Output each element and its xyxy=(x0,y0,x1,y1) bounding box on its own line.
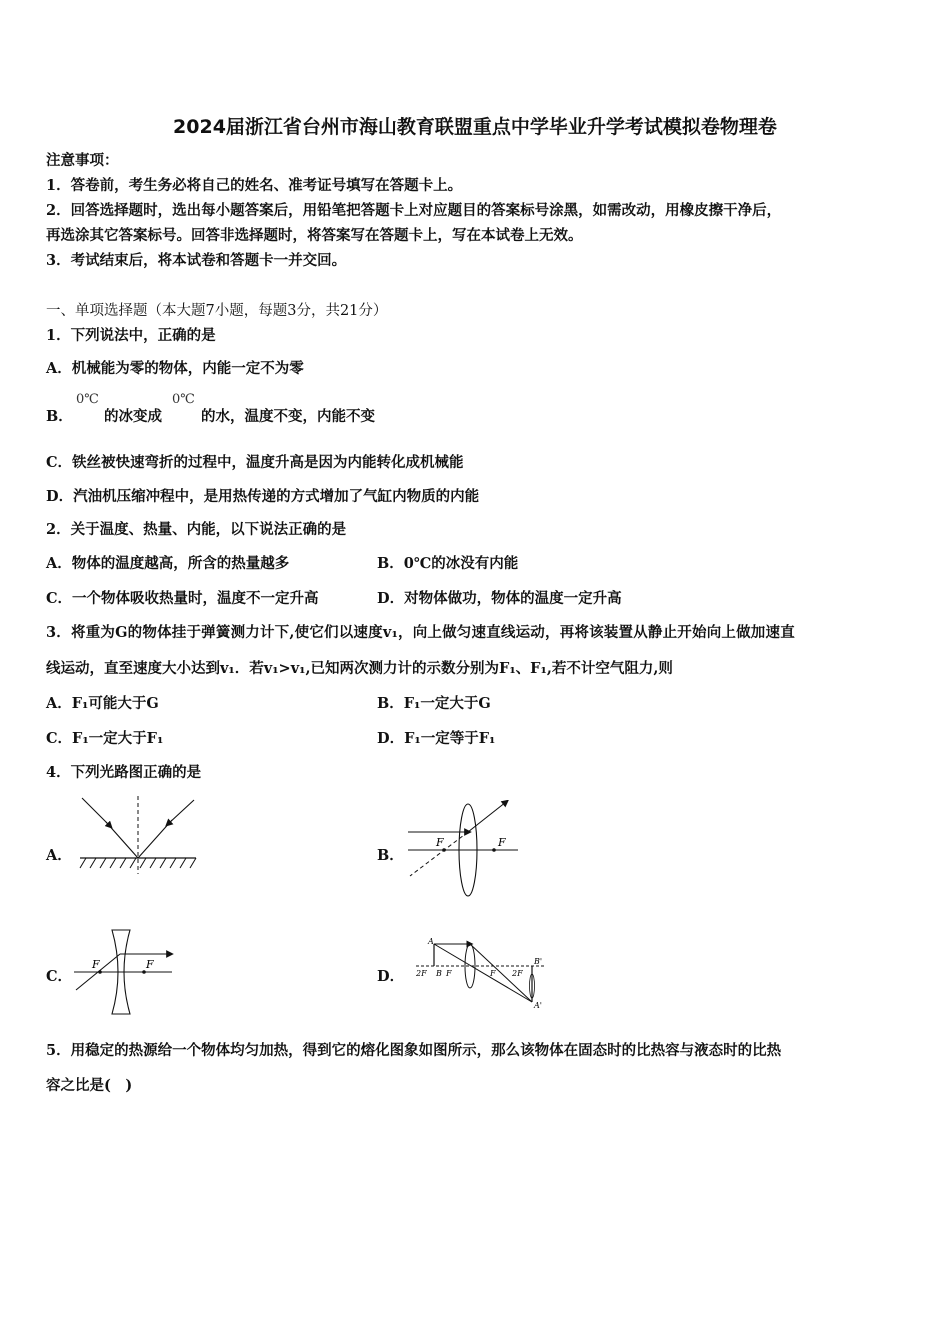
q4-figure-a-reflection xyxy=(76,794,200,874)
q5-stem-line-1: 5．用稳定的热源给一个物体均匀加热，得到它的熔化图象如图所示，那么该物体在固态时的比热容与液态时的比热 xyxy=(46,1042,782,1059)
label-image-tip: A' xyxy=(534,1001,542,1010)
q1-option-a: A．机械能为零的物体，内能一定不为零 xyxy=(46,360,304,377)
q4-figure-c-concave-lens xyxy=(72,928,174,1016)
focus-right-label: F xyxy=(146,958,154,971)
focus-right-label: F xyxy=(498,836,506,849)
q3-stem-line-1: 3．将重为G的物体挂于弹簧测力计下,使它们以速度v₁，向上做匀速直线运动，再将该装置从静止开始向上做加速直 xyxy=(46,624,795,641)
q2-option-c: C．一个物体吸收热量时，温度不一定升高 xyxy=(46,590,319,607)
paper-title: 2024届浙江省台州市海山教育联盟重点中学毕业升学考试模拟卷物理卷 xyxy=(173,116,777,138)
q3-option-d: D．F₁一定等于F₁ xyxy=(377,730,496,747)
notice-item-1: 1．答卷前，考生务必将自己的姓名、准考证号填写在答题卡上。 xyxy=(46,177,463,194)
ray-through-focus xyxy=(470,944,532,1002)
label-object-top: A xyxy=(428,937,434,946)
label-object-base: B xyxy=(436,969,442,978)
ray-refracted-out xyxy=(468,802,506,832)
q2-option-b: B．0℃的冰没有内能 xyxy=(377,555,519,572)
q4-stem: 4．下列光路图正确的是 xyxy=(46,764,202,781)
notice-item-2-cont: 再选涂其它答案标号。回答非选择题时，将答案写在答题卡上，写在本试卷上无效。 xyxy=(46,227,583,244)
q3-stem-line-2: 线运动，直至速度大小达到v₁．若v₁>v₁,已知两次测力计的示数分别为F₁、F₁,若不计空气阻力,则 xyxy=(46,660,673,677)
q5-stem-line-2: 容之比是( ) xyxy=(46,1077,133,1094)
q1-option-b-label: B． xyxy=(46,408,73,425)
focus-left-label: F xyxy=(92,958,100,971)
q1-b-end: 的水，温度不变，内能不变 xyxy=(201,408,375,425)
notice-item-2: 2．回答选择题时，选出每小题答案后，用铅笔把答题卡上对应题目的答案标号涂黑，如需改动，用橡皮擦干净后， xyxy=(46,202,782,219)
q2-option-d: D．对物体做功，物体的温度一定升高 xyxy=(377,590,622,607)
label-2f-right: 2F xyxy=(512,969,523,978)
q4-option-a-label: A． xyxy=(46,847,72,864)
focus-left-label: F xyxy=(436,836,444,849)
q3-option-a: A．F₁可能大于G xyxy=(46,695,159,712)
q1-b-mid: 的冰变成 xyxy=(104,408,162,425)
section-heading: 一、单项选择题（本大题7小题，每题3分，共21分） xyxy=(46,303,388,319)
incident-ray-rest xyxy=(106,822,138,858)
q3-option-b: B．F₁一定大于G xyxy=(377,695,491,712)
notice-heading: 注意事项： xyxy=(46,152,119,169)
q4-figure-b-convex-lens xyxy=(406,800,520,900)
q1-b-temp-2: 0℃ xyxy=(172,392,195,407)
q4-option-b-label: B． xyxy=(377,847,404,864)
label-image-base: B' xyxy=(534,957,543,966)
q1-option-c: C．铁丝被快速弯折的过程中，温度升高是因为内能转化成机械能 xyxy=(46,454,464,471)
q1-option-d: D．汽油机压缩冲程中，是用热传递的方式增加了气缸内物质的内能 xyxy=(46,488,480,505)
q1-b-temp-1: 0℃ xyxy=(76,392,99,407)
q2-stem: 2．关于温度、热量、内能，以下说法正确的是 xyxy=(46,521,347,538)
q4-option-c-label: C． xyxy=(46,968,73,985)
q4-figure-d-image-formation xyxy=(414,936,548,1012)
notice-item-3: 3．考试结束后，将本试卷和答题卡一并交回。 xyxy=(46,252,347,269)
q4-option-d-label: D． xyxy=(377,968,405,985)
label-f-right: F xyxy=(490,969,496,978)
reflected-ray-rest xyxy=(138,820,172,858)
label-2f-left: 2F xyxy=(416,969,427,978)
incident-ray xyxy=(82,798,110,826)
label-f-left: F xyxy=(446,969,452,978)
q3-option-c: C．F₁一定大于F₁ xyxy=(46,730,164,747)
q1-stem: 1．下列说法中，正确的是 xyxy=(46,327,216,344)
q2-option-a: A．物体的温度越高，所含的热量越多 xyxy=(46,555,290,572)
focus-right xyxy=(492,848,496,852)
